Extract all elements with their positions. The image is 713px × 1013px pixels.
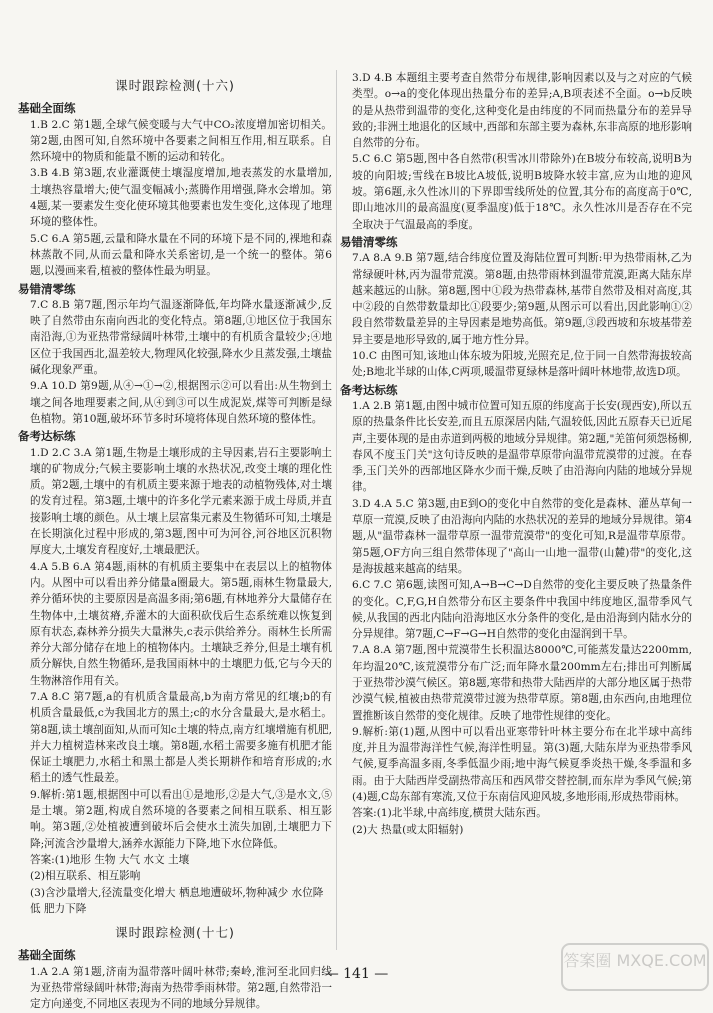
column-divider <box>336 70 337 950</box>
left-column <box>18 70 332 1013</box>
answer-para: 3.D 4.B 本题组主要考查自然带分布规律,影响因素以及与之对应的气候类型。o→a的变化体现出热量分布的差异;A,B项表述不全面。o→b反映的是从热带到温带的变化,这种变化是由纬度的不同而热量分布的差异导致的;非洲土地退化的区域中,西部和东部主要为森林,东非高原的地形影响自然带的分布。 <box>352 72 692 150</box>
answer-para: 1.D 2.C 3.A 第1题,生物是土壤形成的主导因素,岩石主要影响土壤的矿物成分;气候主要影响土壤的水热状况,改变土壤的理化性质。第2题,土壤中的有机质主要来源于地表的动植物残体,对土壤的发育过程。第3题,土壤中的许多化学元素来源于成土母质,并直接影响土壤的颜色。从土壤上层富集元素及生物循环可知,土壤是在长期演化过程中形成的,第3题,图中可为河谷,河谷地区沉积物厚度大,土壤发育程度好,土壤最肥沃。 <box>30 446 332 557</box>
section-title-17: 课时跟踪检测(十七) <box>115 925 235 941</box>
watermark-logo-icon <box>560 940 710 995</box>
answer-line: 答案:(1)北半球,中高纬度,横贯大陆东西。 <box>352 807 547 820</box>
answer-para: 3.B 4.B 第3题,农业灌溉使土壤湿度增加,地表蒸发的水量增加,土壤热容量增大;使气温变幅减小;蒸腾作用增强,降水会增加。第4题,某一要素发生变化使环境其他要素也发生变化,这体现了地理环境的整体性。 <box>30 167 332 229</box>
answer-line: (2)相互联系、相互影响 <box>30 870 141 883</box>
answer-para: 9.解析:第(1)题,从图中可以看出亚寒带针叶林主要分布在北半球中高纬度,并且为温带海洋性气候,海洋性明显。第(3)题,大陆东岸为亚热带季风气候,夏季高温多雨,冬季低温少雨;地中海气候夏季炎热干燥,冬季温和多雨。由于大陆西岸受副热带高压和西风带交替控制,而东岸为季风气候;第(4)题,C岛东部有寒流,又位于东南信风迎风坡,多地形雨,形成热带雨林。 <box>352 725 692 804</box>
heading-exam: 备考达标练 <box>18 429 76 444</box>
answer-para: 3.D 4.A 5.C 第3题,由E到O的变化中自然带的变化是森林、灌丛草甸一草原一荒漠,反映了由沿海向内陆的水热状况的差异的地域分异规律。第4题,从"温带森林一温带草原一温带荒漠带"的变化可知,R是温带草原带。第5题,OF方向三组自然带体现了"高山一山地一温带(山麓)带"的变化,这是海拔越来越高的结果。 <box>352 497 692 575</box>
section-title-16: 课时跟踪检测(十六) <box>115 78 235 93</box>
answer-para: 7.C 8.B 第7题,图示年均气温逐渐降低,年均降水量逐渐减少,反映了自然带由东南向西北的变化特点。第8题,①地区位于我国东南沿海,①为亚热带常绿阔叶林带,土壤中的有机质含量较少;④地区位于我国西北,温差较大,物理风化较强,降水少且蒸发强,土壤盐碱化现象严重。 <box>30 298 332 377</box>
answer-para: 7.A 8.C 第7题,a的有机质含量最高,b为南方常见的红壤;b的有机质含量最低,c为我国北方的黑土;c的水分含量最大,是水稻土。第8题,读土壤剖面知,从而可知c土壤的特点,南方红壤增施有机肥,并大力植树造林来改良土壤。第8题,水稻土需要多施有机肥才能保证土壤肥力,水稻土和黑土都是人类长期耕作和培育形成的;水稻土的透气性最差。 <box>30 690 332 785</box>
heading-basic-2: 基础全面练 <box>18 948 76 963</box>
answer-para: 10.C 由图可知,该地山体东坡为阳坡,光照充足,位于同一自然带海拔较高处;B地北半球的山体,C两项,暖温带夏绿林是落叶阔叶林地带,故选D项。 <box>352 350 692 379</box>
answer-para: 4.A 5.B 6.A 第4题,雨林的有机质主要集中在表层以上的植物体内。从图中可以看出养分储量a圈最大。第5题,雨林生物量最大,养分循环快的主要原因是高温多雨;第6题,有林地养分大量储存在生物体中,土壤贫瘠,乔灌木的大面积砍伐后生态系统难以恢复到原有状态,森林养分损失大量淋失,c表示供给养分。雨林生长所需养分大部分储存在地上的植物体内。土壤缺乏养分,但是土壤有机质分解快,自然生物循环,是我国雨林中的土壤肥力低,它与今天的生物淋溶作用有关。 <box>30 560 332 687</box>
heading-error-r: 易错清零练 <box>340 234 398 249</box>
answer-para: 1.B 2.C 第1题,全球气候变暖与大气中CO₂浓度增加密切相关。第2题,由图可知,自然环境中各要素之间相互作用,相互联系。自然环境中的物质和能量不断的运动和转化。 <box>30 118 332 164</box>
heading-basic: 基础全面练 <box>18 101 76 116</box>
heading-exam-r: 备考达标练 <box>340 382 398 397</box>
answer-line: (3)含沙量增大,径流量变化增大 栖息地遭破坏,物种减少 水位降低 肥力下降 <box>30 886 324 915</box>
answer-para: 9.解析:第1题,根据图中可以看出①是地形,②是大气,③是水文,⑤是土壤。第2题,构成自然环境的各要素之间相互联系、相互影响。第3题,②处植被遭到破坏后会使水土流失加剧,土壤肥力下降;河流含沙量增大,涵养水源能力下降,地下水位降低。 <box>30 788 332 850</box>
page-number: — 141 — <box>324 966 389 982</box>
answer-para: 5.C 6.A 第5题,云量和降水量在不同的环境下是不同的,裸地和森林蒸散不同,从而云量和降水关系密切,是一个统一的整体。第6题,以漫画来看,植被的整体性最为明显。 <box>30 232 332 278</box>
watermark-text: 答案圈 MXQE.COM <box>563 951 707 970</box>
answer-para: 9.A 10.D 第9题,从④→①→②,根据图示②可以看出:从生物到土壤之间各地理要素之间,从④到③可以生成泥炭,煤等可判断是绿色植物。第10题,破坏环节多时环境将体现自然环境的整体性。 <box>30 380 332 425</box>
answer-para: 1.A 2.B 第1题,由图中城市位置可知五原的纬度高于长安(现西安),所以五原的热量条件比长安差,而且五原深居内陆,气温较低,因此五原春天已近尾声,主要体现的是由赤道到两极的地域分异规律。第2题,"羌笛何须怨杨柳,春风不度玉门关"这句诗反映的是温带草原带向温带荒漠带的过渡。在春季,玉门关外的西部地区降水少而干燥,反映了由沿海向内陆的地域分异规律。 <box>352 399 692 494</box>
answer-para: 1.A 2.A 第1题,济南为温带落叶阔叶林带;秦岭,淮河至北回归线为亚热带常绿阔叶林带;海南为热带季雨林带。第2题,自然带沿一定方向递变,不同地区表现为不同的地域分异规律。 <box>30 965 332 1011</box>
answer-para: 7.A 8.A 第7题,图中荒漠带生长积温达8000℃,可能蒸发量达2200mm,年均温20℃,该荒漠带分布广泛;而年降水量200mm左右;排出可判断属于亚热带沙漠气候区。第8题,寒带和热带大陆西岸的大部分地区属于热带沙漠气候,植被由热带荒漠带过渡为热带草原。第8题,由东西向,由地理位置推断该自然带的变化规律。反映了地带性规律的变化。 <box>352 644 692 722</box>
right-column <box>340 70 692 838</box>
answer-line: (2)大 热量(或太阳辐射) <box>352 823 464 836</box>
answer-para: 5.C 6.C 第5题,图中各自然带(积雪冰川带除外)在B坡分布较高,说明B为坡的向阳坡;雪线在B坡比A坡低,说明B坡降水较丰富,应为山地的迎风坡。第6题,永久性冰川的下界即雪线所处的位置,其分布的高度高于0℃,即山地冰川的最高温度(夏季温度)低于18℃。永久性冰川是否存在不完全取决于气温最高的季度。 <box>352 153 692 231</box>
heading-error: 易错清零练 <box>18 281 76 296</box>
answer-line: 答案:(1)地形 生物 大气 水文 土壤 <box>30 853 190 866</box>
answer-para: 7.A 8.A 9.B 第7题,结合纬度位置及海陆位置可判断:甲为热带雨林,乙为常绿硬叶林,丙为温带荒漠。第8题,由热带雨林到温带荒漠,距离大陆东岸越来越远的山脉。第8题,图中①段为热带森林,基带自然带及相对高度,其中②段的自然带数量却比①段要少;第9题,从图示可以看出,因此影响①②段自然带数量差异的主导因素是地势高低。第9题,③段西坡和东坡基带差异主要是地形导致的,属于地方性分异。 <box>352 252 692 346</box>
answer-para: 6.C 7.C 第6题,读图可知,A→B→C→D自然带的变化主要反映了热量条件的变化。C,F,G,H自然带分布区主要条件中我国中纬度地区,温带季风气候,从我国的西北内陆向沿海地区水分条件的变化,是由沿海到内陆水分的分异规律。第7题,C→F→G→H自然带的变化由湿润到干旱。 <box>352 579 692 641</box>
